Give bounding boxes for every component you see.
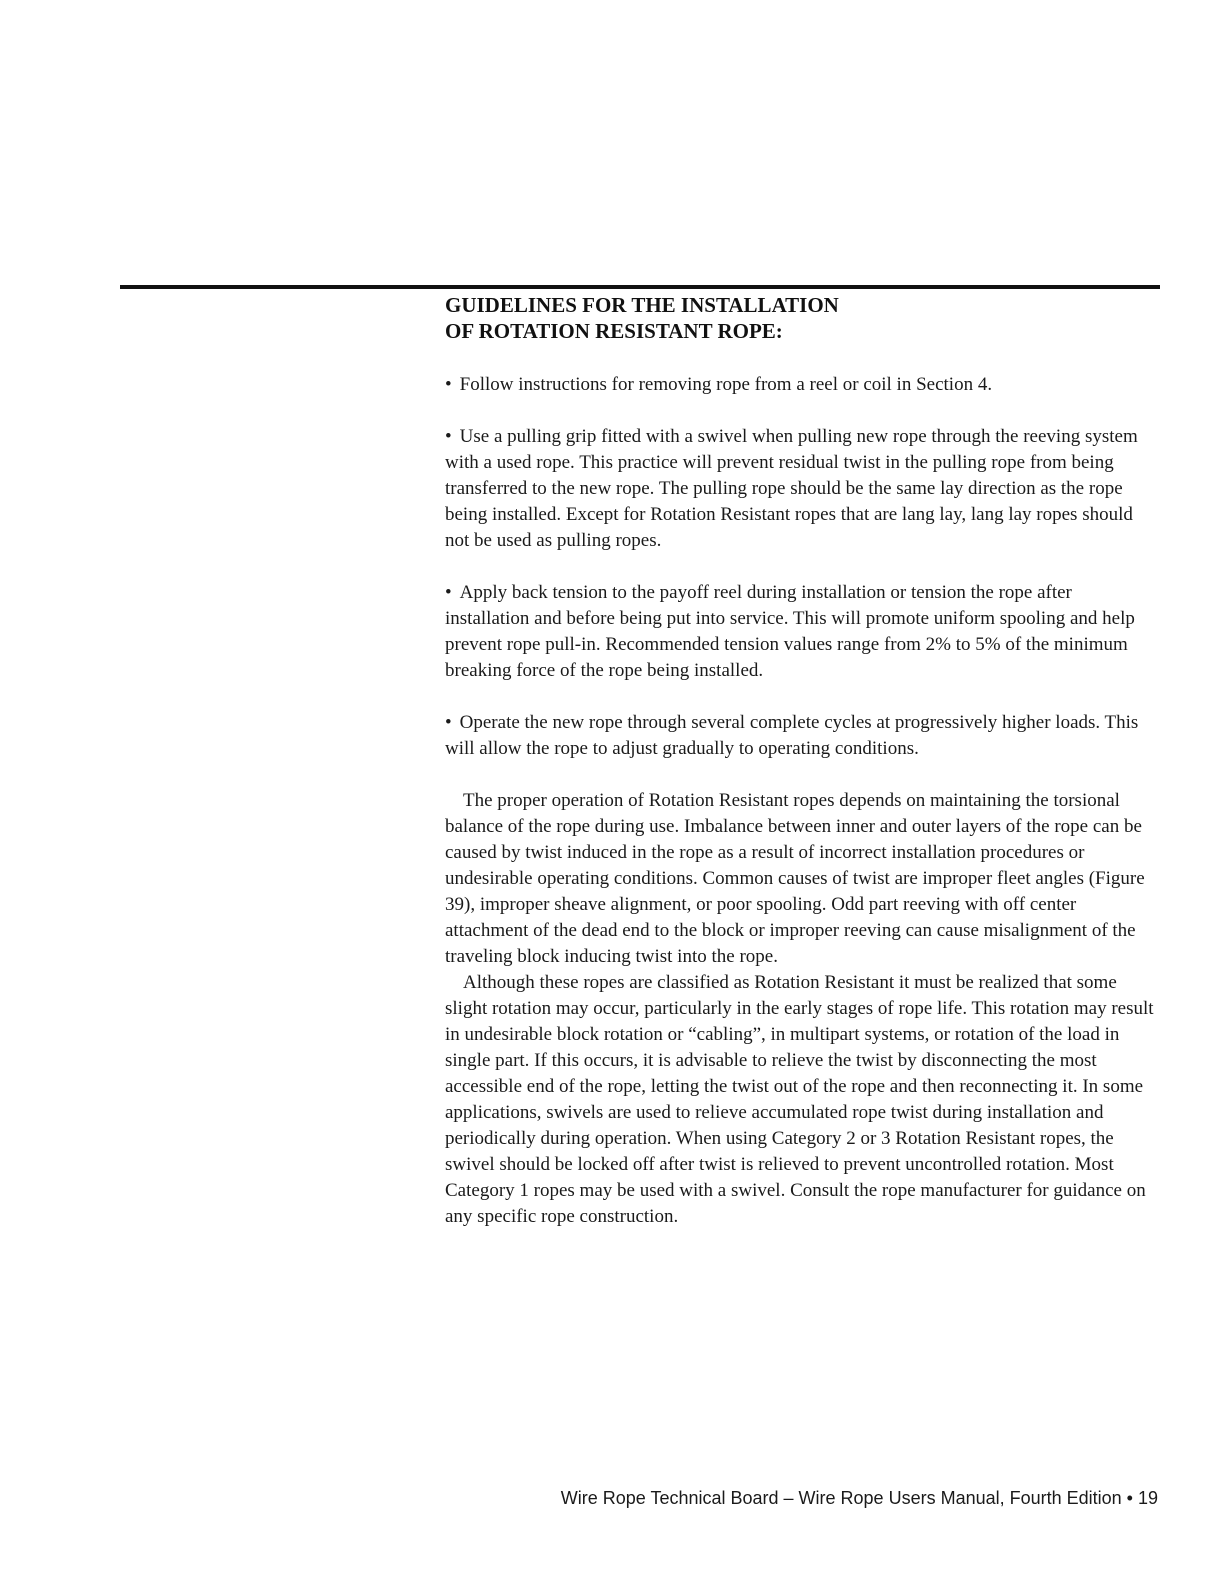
body-paragraph: The proper operation of Rotation Resistant ropes depends on maintaining the torsional balance of the rope during use. Imbalance between inner and outer layers of the rope can be caused by twist induced in the rope as a result of incorrect installation procedures or undesirable operating conditions. Common causes of twist are improper fleet angles (Figure 39), improper sheave alignment, or poor spooling. Odd part reeving with off center attachment of the dead end to the block or improper reeving can cause misalignment of the traveling block inducing twist into the rope. (445, 790, 1145, 967)
guideline-item (445, 710, 1160, 762)
guideline-item (445, 424, 1160, 554)
page-footer: Wire Rope Technical Board – Wire Rope Users Manual, Fourth Edition • 19 (560, 1488, 1158, 1508)
bullet-marker: • (445, 712, 452, 733)
guideline-text: Apply back tension to the payoff reel during installation or tension the rope after installation and before being put into service. This will promote uniform spooling and help prevent rope pull-in. Recommended tension values range from 2% to 5% of the minimum breaking force of the rope being installed. (445, 582, 1135, 681)
bullet-marker: • (445, 426, 452, 447)
bullet-marker: • (445, 582, 452, 603)
body-paragraph: Although these ropes are classified as Rotation Resistant it must be realized that some slight rotation may occur, particularly in the early stages of rope life. This rotation may result in undesirable block rotation or “cabling”, in multipart systems, or rotation of the load in single part. If this occurs, it is advisable to relieve the twist by disconnecting the most accessible end of the rope, letting the twist out of the rope and then reconnecting it. In some applications, swivels are used to relieve accumulated rope twist during installation and periodically during operation. When using Category 2 or 3 Rotation Resistant ropes, the swivel should be locked off after twist is relieved to prevent uncontrolled rotation. Most Category 1 ropes may be used with a swivel. Consult the rope manufacturer for guidance on any specific rope construction. (445, 972, 1154, 1227)
heading-line-2: OF ROTATION RESISTANT ROPE: (445, 319, 783, 343)
guideline-text: Use a pulling grip fitted with a swivel when pulling new rope through the reeving system with a used rope. This practice will prevent residual twist in the pulling rope from being transferred to the new rope. The pulling rope should be the same lay direction as the rope being installed. Except for Rotation Resistant ropes that are lang lay, lang lay ropes should not be used as pulling ropes. (445, 426, 1138, 551)
guideline-text: Operate the new rope through several complete cycles at progressively higher loads. This will allow the rope to adjust gradually to operating conditions. (445, 712, 1139, 759)
guideline-item (445, 372, 1160, 398)
section-heading (445, 292, 1160, 344)
bullet-marker: • (445, 374, 452, 395)
guideline-item (445, 580, 1160, 684)
guideline-text: Follow instructions for removing rope from a reel or coil in Section 4. (459, 374, 993, 395)
guideline-list (445, 372, 1160, 762)
section-rule (120, 285, 1160, 289)
heading-line-1: GUIDELINES FOR THE INSTALLATION (445, 293, 839, 317)
page-content (445, 292, 1160, 1230)
